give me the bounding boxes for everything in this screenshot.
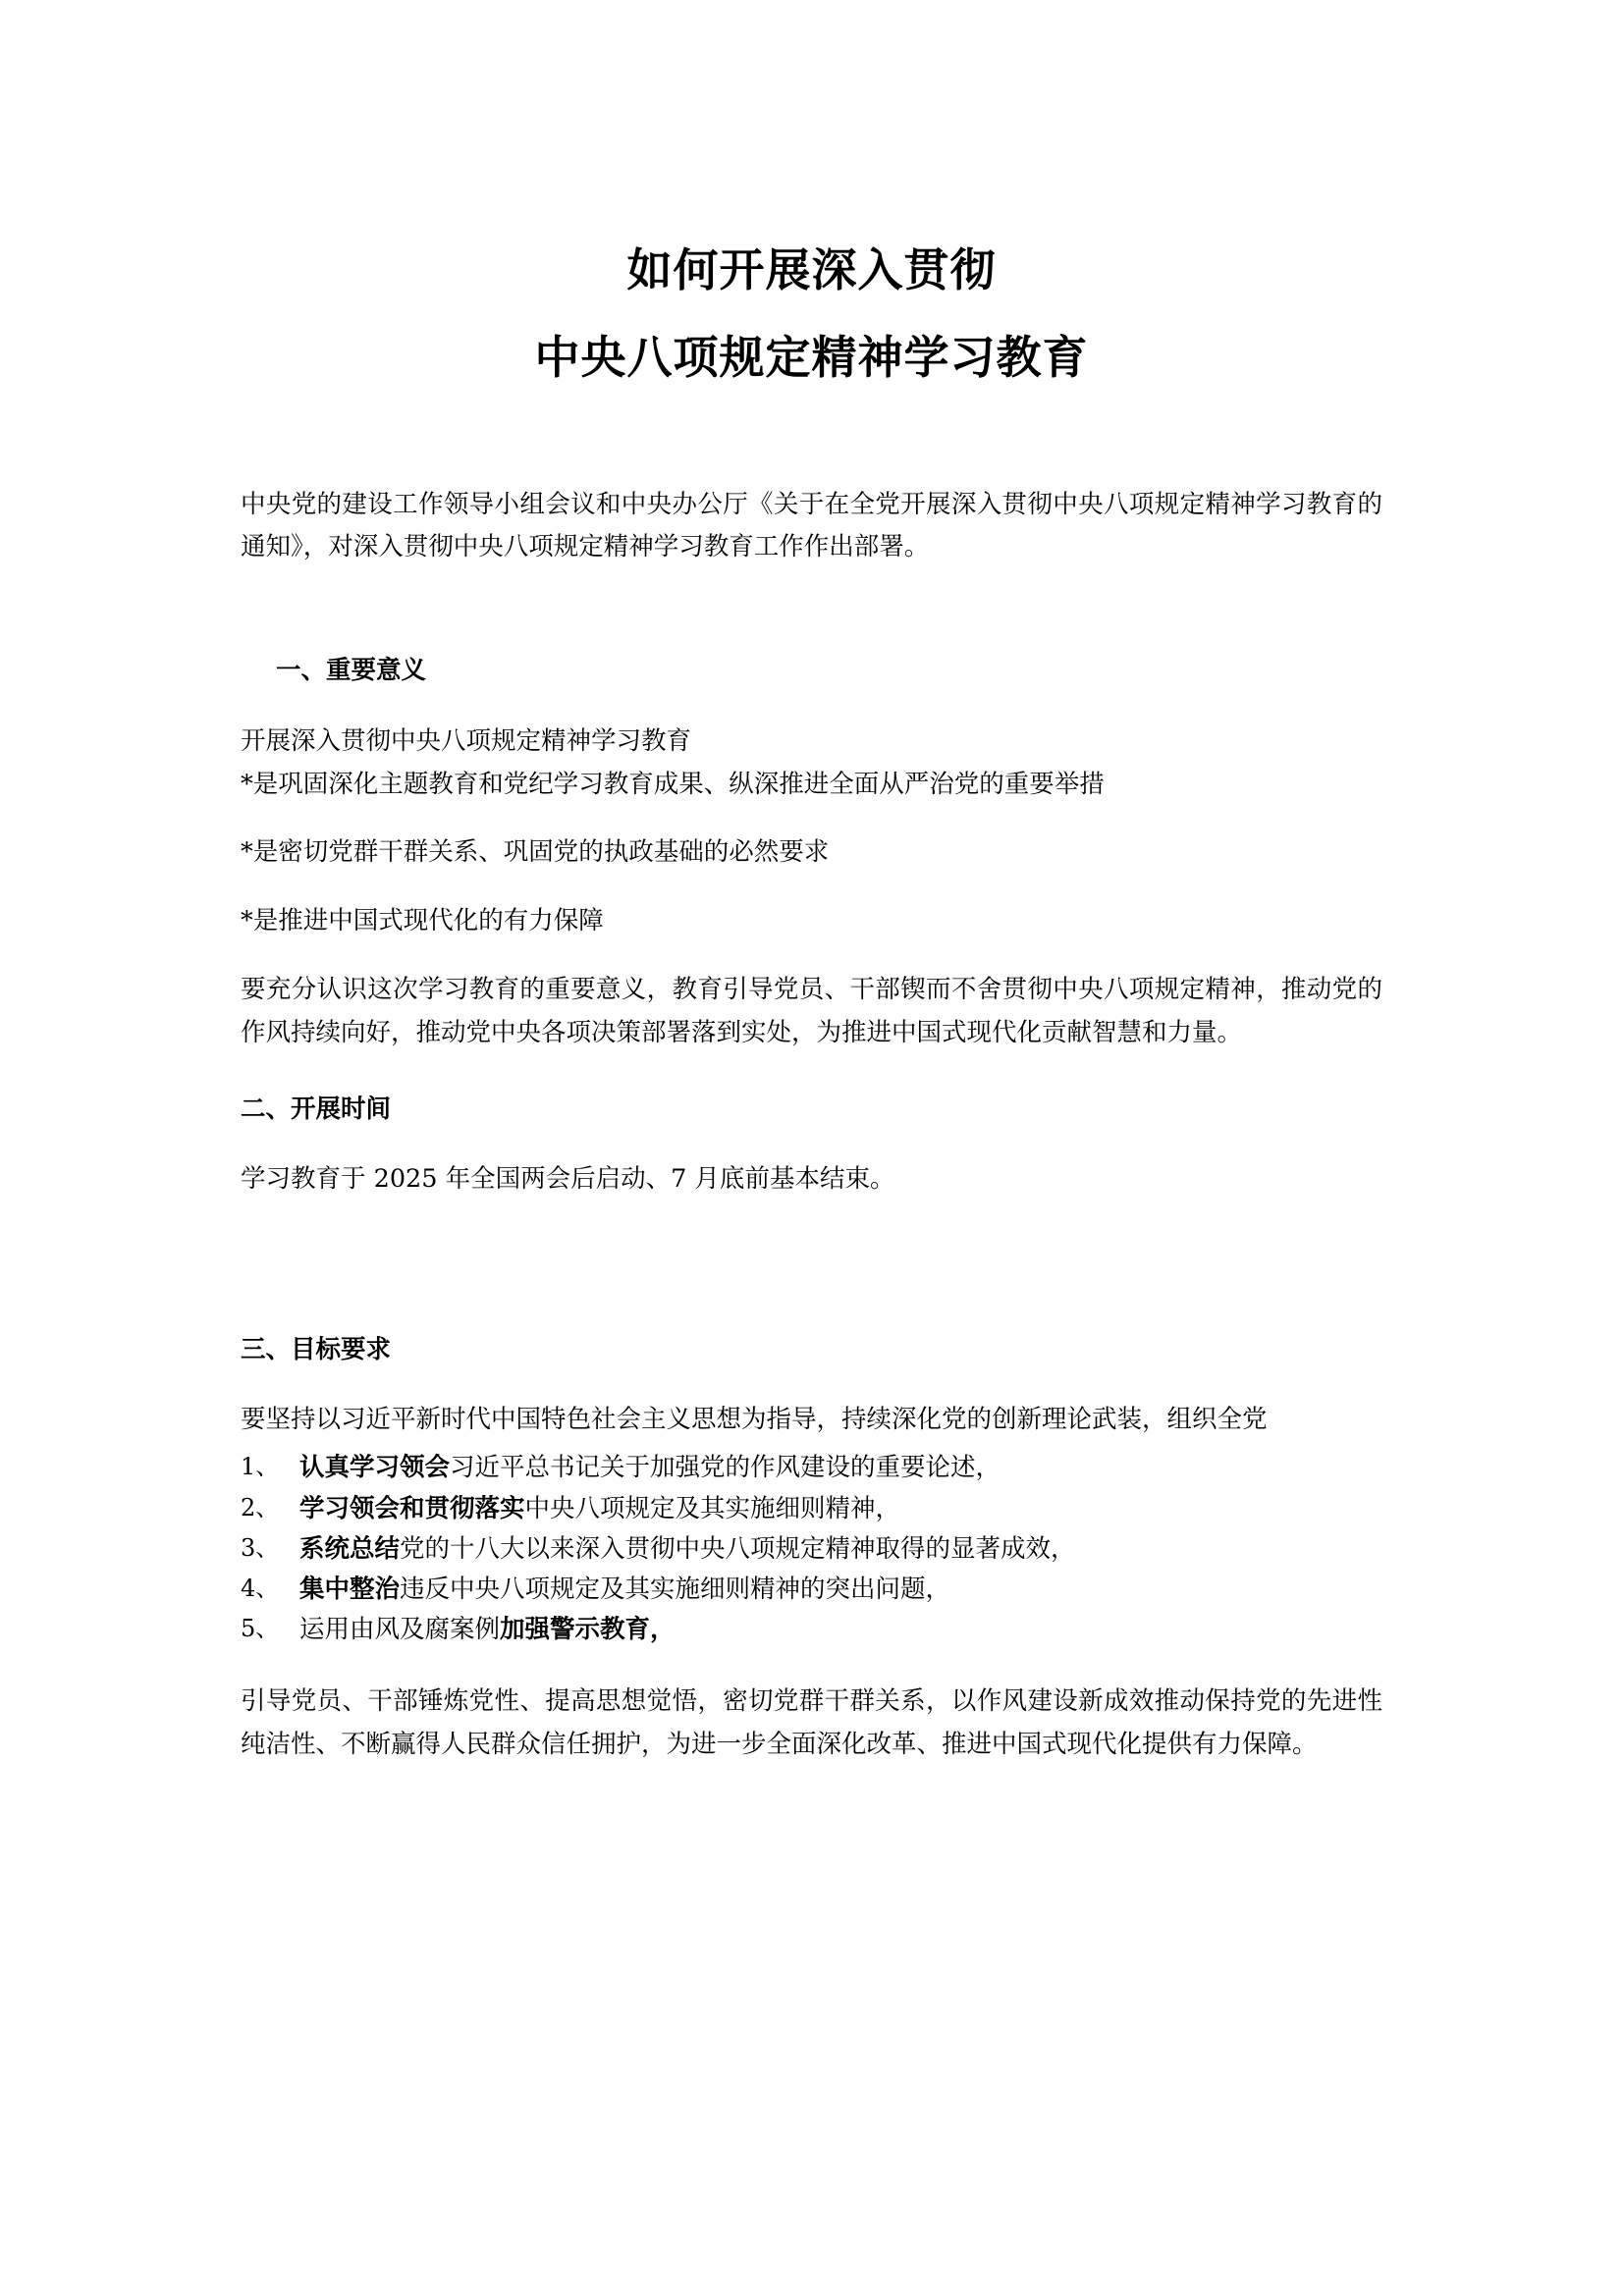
list-item <box>241 1489 1382 1529</box>
list-marker: 4、 <box>241 1575 280 1603</box>
section-1-paragraph-1: 开展深入贯彻中央八项规定精神学习教育 <box>241 725 692 756</box>
list-item-bold-lead: 系统总结 <box>299 1533 401 1564</box>
list-marker: 2、 <box>241 1493 280 1522</box>
section-3-lead: 要坚持以习近平新时代中国特色社会主义思想为指导，持续深化党的创新理论武装，组织全党 <box>241 1405 1268 1435</box>
title-line-1: 如何开展深入贯彻 <box>626 243 997 296</box>
list-item <box>241 1570 1382 1610</box>
list-item-text: 运用由风及腐案例 <box>299 1615 501 1645</box>
page-title <box>241 236 1382 394</box>
section-3-closing: 引导党员、干部锤炼党性、提高思想觉悟，密切党群干群关系，以作风建设新成效推动保持党的先进性纯洁性、不断赢得人民群众信任拥护，为进一步全面深化改革、推进中国式现代化提供有力保障。 <box>241 1685 1382 1759</box>
spacer <box>241 1227 1382 1296</box>
section-2-paragraph-1: 学习教育于 2025 年全国两会后启动、7 月底前基本结束。 <box>241 1164 895 1195</box>
list-item <box>241 1610 1382 1650</box>
section-1-paragraph-2: *是巩固深化主题教育和党纪学习教育成果、纵深推进全面从严治党的重要举措 <box>241 769 1105 799</box>
section-heading-2: 二、开展时间 <box>241 1094 392 1124</box>
section-1-paragraph-5: 要充分认识这次学习教育的重要意义，教育引导党员、干部锲而不舍贯彻中央八项规定精神，推动党的作风持续向好，推动党中央各项决策部署落到实处，为推进中国式现代化贡献智慧和力量。 <box>241 975 1382 1047</box>
section-heading-3: 三、目标要求 <box>241 1335 392 1365</box>
list-marker: 3、 <box>241 1533 280 1562</box>
list-item-bold-tail: 加强警示教育， <box>500 1615 676 1645</box>
list-item-text: 中央八项规定及其实施细则精神， <box>524 1493 901 1523</box>
list-item-text: 党的十八大以来深入贯彻中央八项规定精神取得的显著成效， <box>400 1533 1076 1564</box>
list-item-bold-lead: 集中整治 <box>299 1575 401 1605</box>
section-heading-1: 一、重要意义 <box>276 656 427 686</box>
goal-requirements-list <box>241 1448 1382 1650</box>
section-1-paragraph-3: *是密切党群干群关系、巩固党的执政基础的必然要求 <box>241 837 830 868</box>
spacer <box>241 595 1382 616</box>
list-marker: 1、 <box>241 1453 280 1481</box>
list-marker: 5、 <box>241 1615 280 1643</box>
document-body <box>241 484 1382 1767</box>
section-1-paragraph-4: *是推进中国式现代化的有力保障 <box>241 906 604 936</box>
list-item-text: 习近平总书记关于加强党的作风建设的重要论述， <box>450 1453 1001 1483</box>
list-item <box>241 1529 1382 1570</box>
list-item <box>241 1448 1382 1488</box>
list-item-bold-lead: 学习领会和贯彻落实 <box>299 1493 525 1523</box>
list-item-text: 违反中央八项规定及其实施细则精神的突出问题， <box>400 1575 951 1605</box>
list-item-bold-lead: 认真学习领会 <box>299 1453 451 1483</box>
intro-paragraph: 中央党的建设工作领导小组会议和中央办公厅《关于在全党开展深入贯彻中央八项规定精神学习教育的通知》，对深入贯彻中央八项规定精神学习教育工作作出部署。 <box>241 489 1382 562</box>
title-line-2: 中央八项规定精神学习教育 <box>534 331 1089 385</box>
